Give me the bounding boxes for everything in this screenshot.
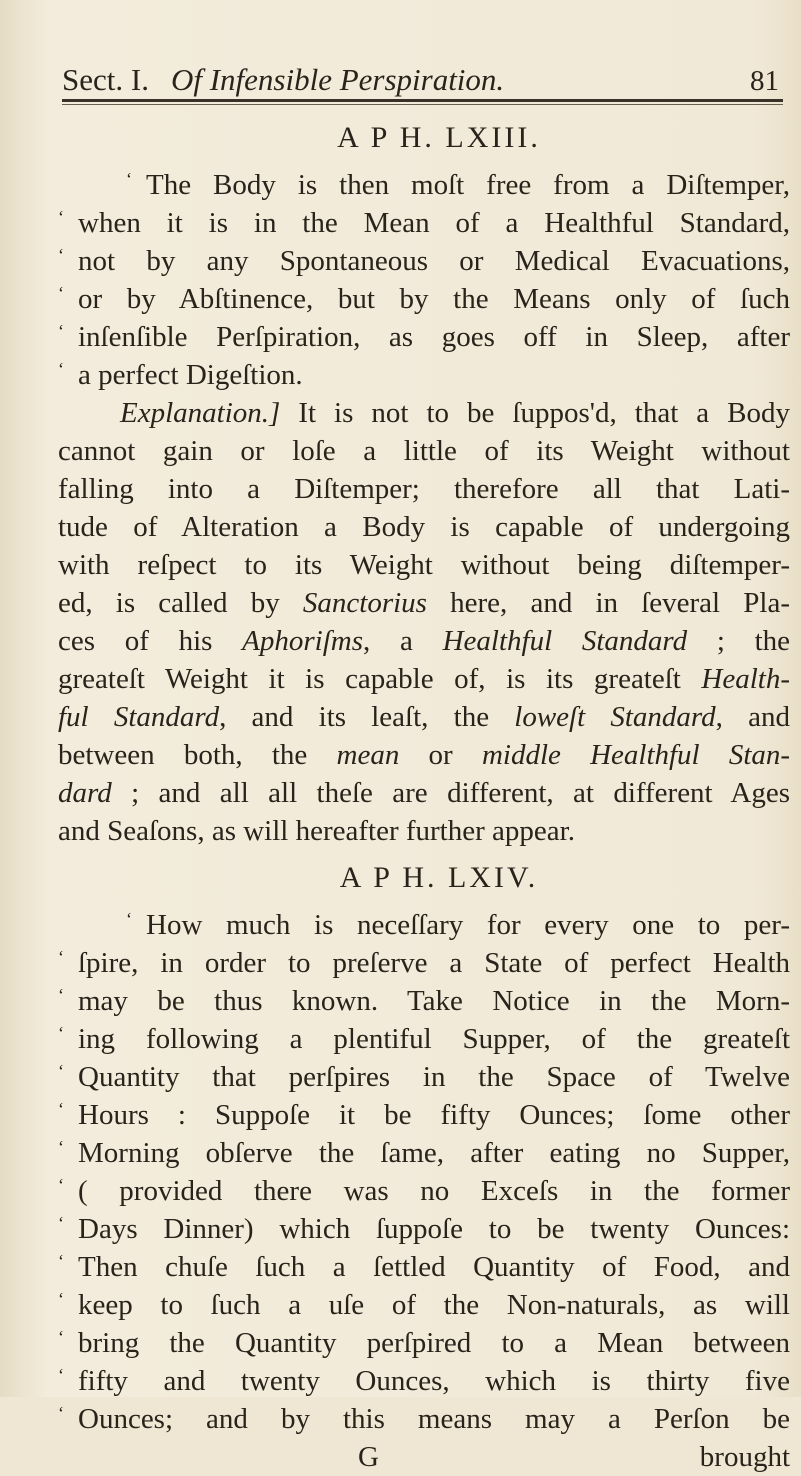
text-line: ‘ inſenſible Perſpiration, as goes off in Sleep, after <box>58 321 790 353</box>
text-line: ‘ ſpire, in order to preſerve a State of perfect Health <box>58 947 790 979</box>
text-line: ‘ The Body is then moſt free from a Diſtemper, <box>126 169 790 201</box>
text-line: dard ; and all all theſe are different, at different Ages <box>58 777 791 809</box>
text-column <box>58 110 790 1476</box>
explanation-paragraph <box>58 394 790 850</box>
text-line: ‘ Days Dinner) which ſuppoſe to be twenty Ounces: <box>58 1213 790 1245</box>
aphorism-heading-63: A P H. LXIII. <box>337 121 541 154</box>
header-rule <box>62 99 783 102</box>
text-line: tude of Alteration a Body is capable of undergoing <box>58 511 790 543</box>
text-line: Explanation.] It is not to be ſuppos'd, that a Body <box>120 397 790 429</box>
aphorism-63-text <box>58 166 790 394</box>
text-line: with reſpect to its Weight without being diſtemper- <box>58 549 790 581</box>
text-line: ‘ keep to ſuch a uſe of the Non-naturals, as will <box>58 1289 790 1321</box>
aphorism-heading-64: A P H. LXIV. <box>339 861 539 894</box>
aphorism-64-text <box>58 906 790 1438</box>
text-line: ‘ Morning obſerve the ſame, after eating no Supper, <box>58 1137 790 1169</box>
catchword: brought <box>699 1441 790 1473</box>
text-line: and Seaſons, as will hereafter further appear. <box>58 815 575 847</box>
text-line: ‘ a perfect Digeſtion. <box>58 359 303 391</box>
text-line: ‘ when it is in the Mean of a Healthful Standard, <box>58 207 790 239</box>
page-footer <box>58 1438 790 1476</box>
page-number: 81 <box>750 65 779 97</box>
text-line: ‘ ing following a plentiful Supper, of the greateſt <box>58 1023 790 1055</box>
text-line: ‘ ( provided there was no Exceſs in the former <box>58 1175 790 1207</box>
text-line: ‘ fifty and twenty Ounces, which is thirty five <box>58 1365 790 1397</box>
text-line: ‘ not by any Spontaneous or Medical Evacuations, <box>58 245 790 277</box>
text-line: cannot gain or loſe a little of its Weight without <box>58 435 790 467</box>
running-title: Of Infensible Perspiration. <box>170 62 505 97</box>
header-rule-thin <box>62 104 783 105</box>
text-line: ed, is called by Sanctorius here, and in ſeveral Pla- <box>58 587 790 619</box>
text-line: ‘ Quantity that perſpires in the Space of Twelve <box>58 1061 790 1093</box>
text-line: ‘ How much is neceſſary for every one to per- <box>126 909 790 941</box>
text-line: ‘ Ounces; and by this means may a Perſon be <box>58 1403 790 1435</box>
text-line: ‘ may be thus known. Take Notice in the Morn- <box>58 985 790 1017</box>
text-line: ces of his Aphoriſms, a Healthful Standard ; the <box>58 625 791 657</box>
text-line: between both, the mean or middle Healthful Stan- <box>58 739 791 771</box>
signature-mark: G <box>358 1441 379 1473</box>
text-line: greateſt Weight it is capable of, is its greateſt Health- <box>58 663 790 695</box>
text-line: ‘ or by Abſtinence, but by the Means only of ſuch <box>58 283 790 315</box>
running-header <box>62 62 779 97</box>
text-line: ‘ Hours : Suppoſe it be fifty Ounces; ſome other <box>58 1099 790 1131</box>
text-line: ‘ Then chuſe ſuch a ſettled Quantity of Food, and <box>58 1251 790 1283</box>
text-line: ful Standard, and its leaſt, the loweſt Standard, and <box>58 701 790 733</box>
text-line: ‘ bring the Quantity perſpired to a Mean between <box>58 1327 790 1359</box>
section-label: Sect. I. <box>62 62 149 97</box>
text-line: falling into a Diſtemper; therefore all that Lati- <box>58 473 790 505</box>
